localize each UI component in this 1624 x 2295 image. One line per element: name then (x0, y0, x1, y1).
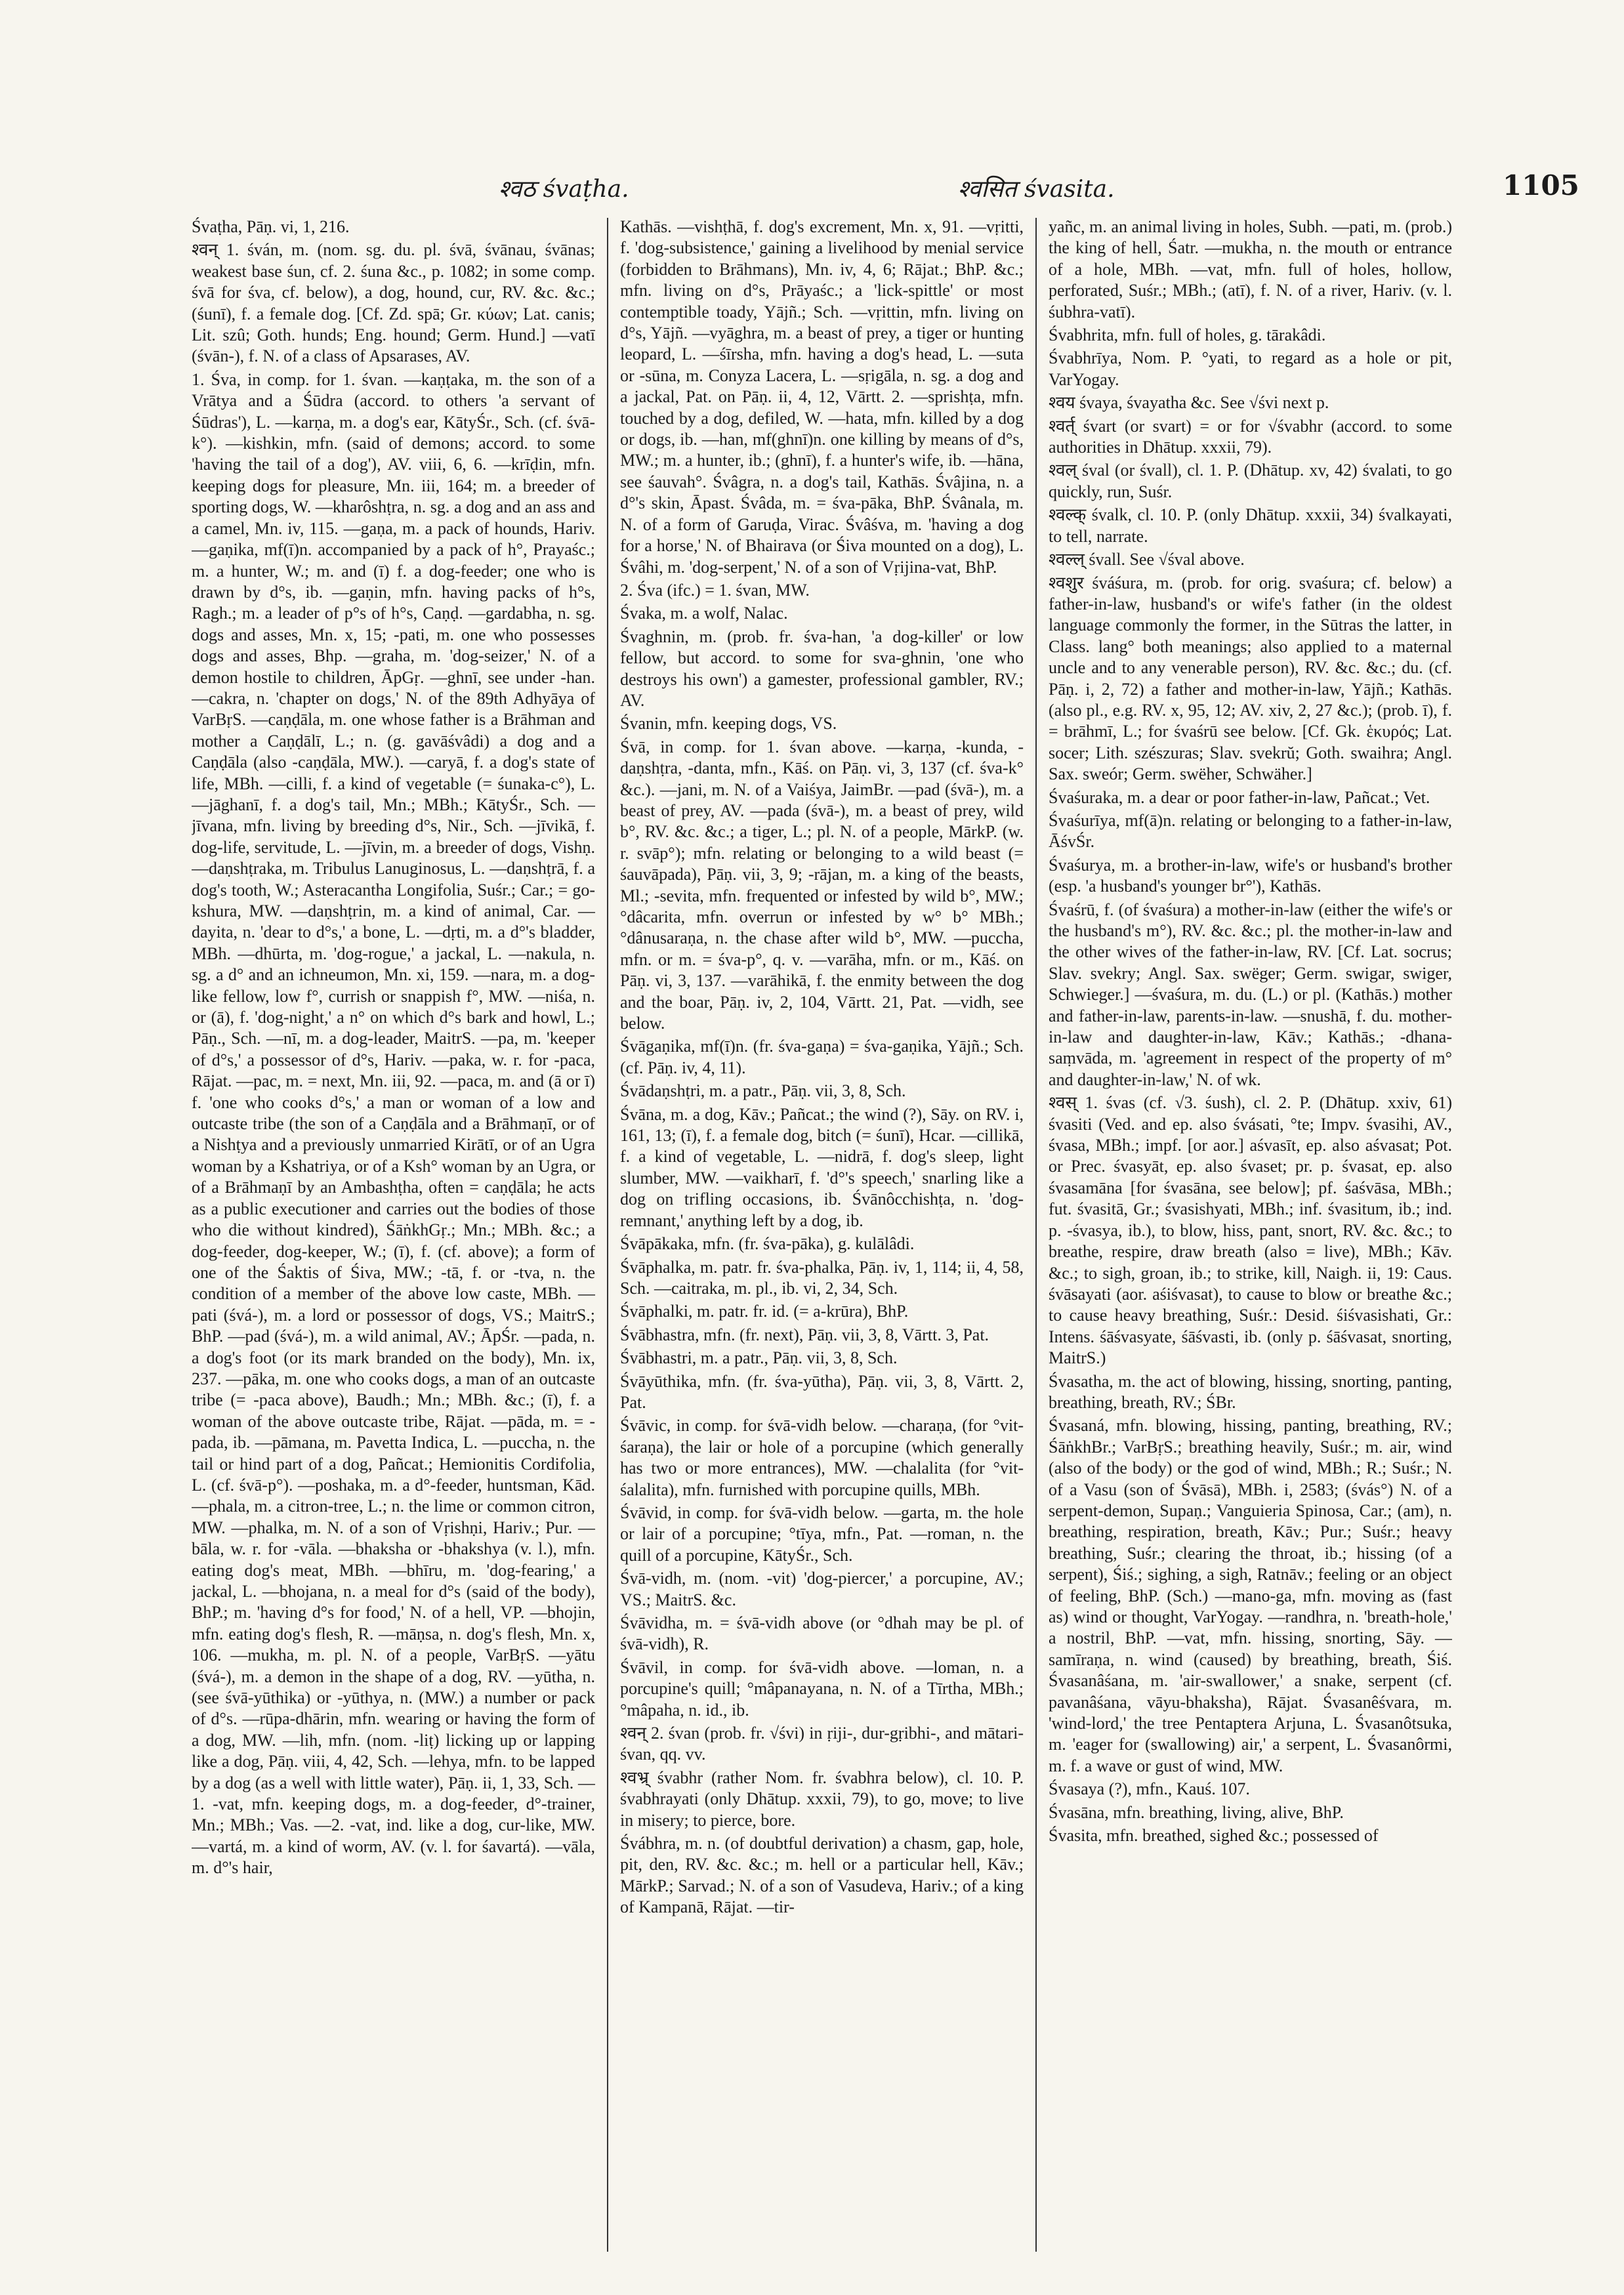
dictionary-entry: Śvaśurya, m. a brother-in-law, wife's or husband's brother (esp. 'a husband's younger br°'), Kathās. (1049, 855, 1452, 896)
dictionary-entry: Śvasaná, mfn. blowing, hissing, panting, breathing, RV.; ŚāṅkhBr.; VarBṛS.; breathing heavily, Suśr.; m. air, wind (also of the body) or the god of wind, MBh.; R.; Suśr.; N. of a Vasu (son of Śvāsā), MBh. i, 2583; (śvás°) N. of a serpent-demon, Supaṇ.; Vanguieria Spinosa, Car.; (am), n. breathing, respiration, breath, Kāv.; Pur.; Suśr.; heavy breathing, Suśr.; clearing the throat, ib.; hissing (of a serpent), Śiś.; sighing, a sigh, Ratnāv.; feeling or an object of feeling, BhP. (Sch.) —mano-ga, mfn. moving as (fast as) wind or thought, VarYogay. —randhra, n. 'breath-hole,' a nostril, BhP. —vat, mfn. hissing, snorting, Sāy. —samīraṇa, n. wind (caused) by breathing, breath, Śiś. Śvasanâśana, m. 'air-swallower,' a snake, serpent (cf. pavanâśana, vāyu-bhaksha), Rājat. Śvasanêśvara, m. 'wind-lord,' the tree Pentaptera Arjuna, L. Śvasanôtsuka, m. 'eager for (swallowing) air,' a serpent, L. Śvasanôrmi, m. f. a wave or gust of wind, MW. (1049, 1416, 1452, 1775)
dictionary-entry: Śvanin, mfn. keeping dogs, VS. (620, 714, 837, 734)
column-3 (1049, 217, 1452, 2257)
dictionary-entry: Śvāgaṇika, mf(ī)n. (fr. śva-gaṇa) = śva-gaṇika, Yājñ.; Sch. (cf. Pāṇ. iv, 4, 11). (620, 1037, 1024, 1077)
dictionary-entry: Śvāyūthika, mfn. (fr. śva-yūtha), Pāṇ. vii, 3, 8, Vārtt. 2, Pat. (620, 1371, 1024, 1412)
dictionary-entry: Śvaśuraka, m. a dear or poor father-in-law, Pañcat.; Vet. (1049, 787, 1430, 807)
column-divider (607, 218, 608, 2252)
dictionary-entry: Śvāvid, in comp. for śvā-vidh below. —garta, m. the hole or lair of a porcupine; °tīya, mfn., Pat. —roman, n. the quill of a porcupine, KātyŚr., Sch. (620, 1502, 1024, 1565)
dictionary-entry: श्वन् 1. śván, m. (nom. sg. du. pl. śvā, śvānau, śvānas; weakest base śun, cf. 2. śuna &c., p. 1082; in some comp. śvā for śva, cf. below), a dog, hound, cur, RV. &c. &c.; (śunī), f. a female dog. [Cf. Zd. spā; Gr. κύων; Lat. canis; Lit. szû; Goth. hunds; Eng. hound; Germ. Hund.] —vatī (śvān-), f. N. of a class of Apsarases, AV. (192, 240, 595, 366)
dictionary-entry: श्वन् 2. śvan (prob. fr. √śvi) in ṛiji-, dur-gṛibhi-, and mātari-śvan, qq. vv. (620, 1724, 1024, 1764)
dictionary-entry: Śvāvic, in comp. for śvā-vidh below. —charaṇa, (for °vit-śaraṇa), the lair or hole of a porcupine (which generally has two or more entrances), MW. —chalalita (for °vit-śalalita), mfn. furnished with porcupine quills, MBh. (620, 1416, 1024, 1499)
dictionary-entry: 2. Śva (ifc.) = 1. śvan, MW. (620, 580, 810, 600)
dictionary-entry: yañc, m. an animal living in holes, Subh. —pati, m. (prob.) the king of hell, Śatr. —mukha, n. the mouth or entrance of a hole, MBh. —vat, mfn. full of holes, hollow, perforated, Suśr.; MBh.; (atī), f. N. of a river, Hariv. (v. l. śubhra-vatī). (1049, 217, 1452, 321)
dictionary-entry: Śvā, in comp. for 1. śvan above. —karṇa, -kunda, -daṇshṭra, -danta, mfn., Kāś. on Pāṇ. vi, 3, 137 (cf. śva-k° &c.). —jani, m. N. of a Vaiśya, JaimBr. —pad (śvā-), m. a beast of prey, AV. —pada (śvā-), m. a beast of prey, wild b°, RV. &c. &c.; a tiger, L.; pl. N. of a people, MārkP. (w. r. svāp°); mfn. relating or belonging to a wild beast (= śauvāpada), Pāṇ. vii, 3, 9; -rājan, m. a king of the beasts, Ml.; -sevita, mfn. frequented or infested by wild b°, MW.; °dâcarita, mfn. overrun or infested by w° b° MBh.; °dânusaraṇa, n. the chase after wild b°, MW. —puccha, mfn. or m. = śva-p°, q. v. —varāha, mfn. or m., Kāś. on Pāṇ. vi, 3, 137. —varāhikā, f. the enmity between the dog and the boar, Pāṇ. iv, 2, 104, Vārtt. 21, Pat. —vidh, see below. (620, 737, 1024, 1033)
dictionary-entry: श्वर्त् śvart (or svart) = or for √śvabhr (accord. to some authorities in Dhātup. xxxii, 79). (1049, 416, 1452, 457)
dictionary-entry: श्वय śvaya, śvayatha &c. See √śvi next p. (1049, 393, 1329, 413)
dictionary-entry: Śvasaya (?), mfn., Kauś. 107. (1049, 1779, 1250, 1799)
dictionary-entry: Śvaghnin, m. (prob. fr. śva-han, 'a dog-killer' or low fellow, but accord. to some for sva-ghnin, 'one who destroys his own') a gamester, professional gambler, RV.; AV. (620, 627, 1024, 710)
header-right-catchword: श्वसित śvasita. (958, 176, 1115, 203)
dictionary-entry: Śvabhrita, mfn. full of holes, g. tārakâdi. (1049, 325, 1326, 345)
dictionary-entry: Śvādaṇshṭri, m. a patr., Pāṇ. vii, 3, 8, Sch. (620, 1081, 906, 1101)
dictionary-entry: श्वभ्र् śvabhr (rather Nom. fr. śvabhra below), cl. 10. P. śvabhrayati (only Dhātup. xxxii, 79), to go, move; to live in misery; to pierce, bore. (620, 1768, 1024, 1830)
header-left-catchword: श्वठ śvaṭha. (499, 176, 629, 203)
dictionary-entry: Śvāvidha, m. = śvā-vidh above (or °dhah may be pl. of śvā-vidh), R. (620, 1613, 1024, 1654)
dictionary-entry: Śvaśrū, f. (of śvaśura) a mother-in-law (either the wife's or the husband's m°), RV. &c. &c.; pl. the mother-in-law and the other wives of the father-in-law, RV. [Cf. Lat. socrus; Slav. svekry; Angl. Sax. swëger; Germ. swigar, swiger, Schwieger.] —śvaśura, m. du. (L.) or pl. (Kathās.) mother and father-in-law, parents-in-law. —snushā, f. du. mother-in-law and daughter-in-law, Kāv.; Kathās.; -dhana-saṃvāda, m. 'agreement in respect of the property of m° and daughter-in-law,' N. of wk. (1049, 899, 1452, 1089)
dictionary-entry: Śvaka, m. a wolf, Nalac. (620, 604, 788, 623)
dictionary-entry: Śvabhrīya, Nom. P. °yati, to regard as a hole or pit, VarYogay. (1049, 348, 1452, 389)
dictionary-entry: Śvaṭha, Pāṇ. vi, 1, 216. (192, 217, 350, 236)
dictionary-entry: 1. Śva, in comp. for 1. śvan. —kaṇṭaka, m. the son of a Vrātya and a Śūdra (accord. to others 'a servant of Śūdras'), L. —karṇa, m. a dog's ear, KātyŚr., Sch. (cf. śvā-k°). —kishkin, mfn. (said of demons; accord. to some 'having the tail of a dog'), AV. viii, 6, 6. —krīḍin, mfn. keeping dogs for pleasure, Mn. iii, 164; m. a breeder of sporting dogs, W. —kharôshṭra, n. sg. a dog and an ass and a camel, Mn. iv, 115. —gaṇa, m. a pack of hounds, Hariv. —gaṇika, mf(ī)n. accompanied by a pack of h°, Prayaśc.; m. a hunter, W.; m. and (ī) f. a dog-feeder; one who is drawn by d°s, ib. —gaṇin, mfn. having packs of h°s, Ragh.; m. a leader of p°s of h°s, Caṇḍ. —gardabha, n. sg. dogs and asses, Mn. x, 15; -pati, m. one who possesses dogs and asses, Bhp. —graha, m. 'dog-seizer,' N. of a demon hostile to children, ĀpGṛ. —ghnī, see under -han. —cakra, n. 'chapter on dogs,' N. of the 89th Adhyāya of VarBṛS. —caṇḍāla, m. one whose father is a Brāhman and mother a Caṇḍālī, L.; n. (g. gavāśvâdi) a dog and a Caṇḍāla (also -caṇḍāla, MW.). —caryā, f. a dog's state of life, MBh. —cilli, f. a kind of vegetable (= śunaka-c°), L. —jāghanī, f. a dog's tail, Mn.; MBh.; KātyŚr., Sch. —jīvana, mfn. living by breeding d°s, Nir., Sch. —jīvikā, f. dog-life, servitude, L. —jīvin, m. a breeder of dogs, Vishṇ. —daṇshṭraka, m. Tribulus Lanuginosus, L. —daṇshṭrā, f. a dog's tooth, W.; Asteracantha Longifolia, Suśr.; Car.; = go-kshura, MW. —daṇshṭrin, m. a kind of animal, Car. —dayita, n. 'dear to d°s,' a bone, L. —dṛti, m. a d°'s bladder, MBh. —dhūrta, m. 'dog-rogue,' a jackal, L. —nakula, n. sg. a d° and an ichneumon, Mn. xi, 159. —nara, m. a dog-like fellow, low f°, currish or snappish f°, MW. —niśa, n. or (ā), f. 'dog-night,' a n° on which d°s bark and howl, L.; Pāṇ., Sch. —nī, m. a dog-leader, MaitrS. —pa, m. 'keeper of d°s,' a possessor of d°s, Hariv. —paka, w. r. for -paca, Rājat. —pac, m. = next, Mn. iii, 92. —paca, m. and (ā or ī) f. 'one who cooks d°s,' a man or woman of a low and outcaste tribe (the son of a Caṇḍāla and a Brāhmaṇī, or of a Nishṭya and a previously unmarried Kirātī, or of an Ugra woman by a Kshatriya, or of a Ksh° woman by an Ugra, or of a Brāhmaṇī by an Ambashṭha, often = caṇḍāla; he acts as a public executioner and carries out the bodies of those who die without kindred), ŚāṅkhGṛ.; Mn.; MBh. &c.; a dog-feeder, dog-keeper, W.; (ī), f. (cf. above); a form of one of the Śaktis of Śiva, MW.; -tā, f. or -tva, n. the condition of a member of the above low caste, MBh. —pati (śvá-), m. a lord or possessor of dogs, VS.; MaitrS.; BhP. —pad (śvá-), m. a wild animal, AV.; ĀpŚr. —pada, n. a dog's foot (or its mark branded on the body), Mn. ix, 237. —pāka, m. one who cooks dogs, a man of an outcaste tribe (= -paca above), Baudh.; Mn.; MBh. &c.; (ī), f. a woman of the above outcaste tribe, Rājat. —pāda, m. = -pada, ib. —pāmana, m. Pavetta Indica, L. —puccha, n. the tail or hind part of a dog, Pañcat.; Hemionitis Cordifolia, L. (cf. śvā-p°). —poshaka, m. a d°-feeder, huntsman, Kād. —phala, m. a citron-tree, L.; n. the lime or common citron, MW. —phalka, m. N. of a son of Vṛishṇi, Hariv.; Pur. —bāla, w. r. for -vāla. —bhaksha or -bhakshya (v. l.), mfn. eating dog's meat, MBh. —bhīru, m. 'dog-fearing,' a jackal, L. —bhojana, n. a meal for d°s (said of the body), BhP.; m. 'having d°s for food,' N. of a hell, VP. —bhojin, mfn. eating dog's flesh, R. —māṇsa, n. dog's flesh, Mn. x, 106. —mukha, m. pl. N. of a people, VarBṛS. —yātu (śvá-), m. a demon in the shape of a dog, RV. —yūtha, n. (see śvā-yūthika) or -yūthya, n. (MW.) a number or pack of d°s. —rūpa-dhārin, mfn. wearing or having the form of a dog, MW. —lih, mfn. (nom. -liṭ) licking up or lapping like a dog, Pāṇ. viii, 4, 42, Sch. —lehya, mfn. to be lapped by a dog (as a well with little water), Pāṇ. ii, 1, 33, Sch. —1. -vat, mfn. keeping dogs, m. a dog-feeder, d°-trainer, Mn.; MBh.; Vas. —2. -vat, ind. like a dog, cur-like, MW. —vartá, m. a kind of worm, AV. (v. l. for śavartá). —vāla, m. d°'s hair, (192, 369, 595, 1878)
dictionary-entry: Śvāpākaka, mfn. (fr. śva-pāka), g. kulālâdi. (620, 1234, 915, 1254)
dictionary-entry: श्वल् śval (or śvall), cl. 1. P. (Dhātup. xv, 42) śvalati, to go quickly, run, Suśr. (1049, 461, 1452, 501)
dictionary-entry: Śvābhastra, mfn. (fr. next), Pāṇ. vii, 3, 8, Vārtt. 3, Pat. (620, 1325, 989, 1344)
dictionary-entry: श्वशुर śváśura, m. (prob. for orig. svaśura; cf. below) a father-in-law, husband's or wife's father (in the oldest language commonly the former, in the Sūtras the latter, in Class. lang° both meanings; also applied to a maternal uncle and to any venerable person), RV. &c. &c.; du. (cf. Pāṇ. i, 2, 72) a father and mother-in-law, Yājñ.; Kathās. (also pl., e.g. RV. x, 95, 12; AV. xiv, 2, 27 &c.); (prob. ī), f. = brāhmī, L.; for śvaśrū see below. [Cf. Gk. ἑκυρός; Lat. socer; Lith. szészuras; Slav. svekrŭ; Goth. swaihra; Angl. Sax. sweór; Germ. swëher, Schwäher.] (1049, 573, 1452, 784)
page-number: 1105 (1503, 169, 1579, 201)
column-1 (192, 217, 595, 2257)
column-divider (1035, 218, 1037, 2252)
dictionary-entry: Śvasāna, mfn. breathing, living, alive, BhP. (1049, 1802, 1344, 1822)
dictionary-entry: Śvábhra, m. n. (of doubtful derivation) a chasm, gap, hole, pit, den, RV. &c. &c.; m. hell or a particular hell, Kāv.; MārkP.; Sarvad.; N. of a son of Vasudeva, Hariv.; of a king of Kampanā, Rājat. —tir- (620, 1834, 1024, 1917)
dictionary-entry: Śvā-vidh, m. (nom. -vit) 'dog-piercer,' a porcupine, AV.; VS.; MaitrS. &c. (620, 1569, 1024, 1609)
dictionary-entry: Kathās. —vishṭhā, f. dog's excrement, Mn. x, 91. —vṛitti, f. 'dog-subsistence,' gaining a livelihood by menial service (forbidden to Brāhmans), Mn. iv, 4, 6; Rājat.; BhP. &c.; mfn. living on d°s, Prāyaśc.; a 'lick-spittle' or most contemptible toady, Yājñ.; Sch. —vṛittin, mfn. living on d°s, Yājñ. —vyāghra, m. a beast of prey, a tiger or hunting leopard, L. —śīrsha, mfn. having a dog's head, L. —suta or -sūna, m. Conyza Lacera, L. —sṛigāla, n. sg. a dog and a jackal, Pat. on Pāṇ. ii, 4, 12, Vārtt. 2. —sprishṭa, mfn. touched by a dog, defiled, W. —hata, mfn. killed by a dog or dogs, ib. —han, mf(ghnī)n. one killing by means of d°s, MW.; m. a hunter, ib.; (ghnī), f. a hunter's wife, ib. —hāna, see śauvah°. Śvâgra, n. a dog's tail, Kathās. Śvâjina, n. a d°'s skin, Āpast. Śvâda, m. = śva-pāka, BhP. Śvânala, m. N. of a form of Garuḍa, Virac. Śvâśva, m. 'having a dog for a horse,' N. of Bhairava (or Śiva mounted on a dog), L. Śvâhi, m. 'dog-serpent,' N. of a son of Vṛijina-vat, BhP. (620, 217, 1024, 577)
dictionary-entry: Śvābhastri, m. a patr., Pāṇ. vii, 3, 8, Sch. (620, 1348, 898, 1368)
dictionary-entry: Śvāna, m. a dog, Kāv.; Pañcat.; the wind (?), Sāy. on RV. i, 161, 13; (ī), f. a female dog, bitch (= śunī), Hcar. —cillikā, f. a kind of vegetable, L. —nidrā, f. dog's sleep, light slumber, MW. —vaikharī, f. 'd°'s speech,' snarling like a dog on trifling occasions, ib. Śvānôcchishṭa, n. 'dog-remnant,' anything left by a dog, ib. (620, 1104, 1024, 1230)
dictionary-entry: Śvasita, mfn. breathed, sighed &c.; possessed of (1049, 1826, 1379, 1846)
page-header (0, 0, 1624, 203)
dictionary-entry: Śvasatha, m. the act of blowing, hissing, snorting, panting, breathing, breath, RV.; ŚBr. (1049, 1371, 1452, 1412)
dictionary-entry: Śvāphalki, m. patr. fr. id. (= a-krūra), BhP. (620, 1302, 909, 1321)
column-2 (620, 217, 1024, 2257)
dictionary-entry: Śvāvil, in comp. for śvā-vidh above. —loman, n. a porcupine's quill; °mâpanayana, n. N. of a Tīrtha, MBh.; °mâpaha, n. id., ib. (620, 1657, 1024, 1720)
dictionary-entry: Śvāphalka, m. patr. fr. śva-phalka, Pāṇ. iv, 1, 114; ii, 4, 58, Sch. —caitraka, m. pl., ib. vi, 2, 34, Sch. (620, 1257, 1024, 1298)
dictionary-entry: श्वल्क् śvalk, cl. 10. P. (only Dhātup. xxxii, 34) śvalkayati, to tell, narrate. (1049, 505, 1452, 546)
dictionary-entry: श्वल्ल् śvall. See √śval above. (1049, 550, 1245, 569)
dictionary-entry: श्वस् 1. śvas (cf. √3. śush), cl. 2. P. (Dhātup. xxiv, 61) śvasiti (Ved. and ep. also śvásati, °te; Impv. śvasihi, AV., śvasa, MBh.; impf. [or aor.] aśvasīt, ep. also aśvasat; Pot. or Prec. śvasyāt, ep. also śvaset; pr. p. śvasat, ep. also śvasamāna [for śvasāna, see below]; pf. śaśvāsa, MBh.; fut. śvasitā, Gr.; śvasishyati, MBh.; inf. śvasitum, ib.; ind. p. -śvasya, ib.), to blow, hiss, pant, snort, RV. &c. &c.; to breathe, respire, draw breath (also = live), MBh.; Kāv. &c.; to sigh, groan, ib.; to strike, kill, Naigh. ii, 19: Caus. śvāsayati (aor. aśiśvasat), to cause to blow or breathe &c.; to cause heavy breathing, Suśr.: Desid. śiśvasishati, Gr.: Intens. śāśvasyate, śāśvasti, ib. (only p. śāśvasat, snorting, MaitrS.) (1049, 1093, 1452, 1368)
dictionary-entry: Śvaśurīya, mf(ā)n. relating or belonging to a father-in-law, ĀśvŚr. (1049, 810, 1452, 852)
